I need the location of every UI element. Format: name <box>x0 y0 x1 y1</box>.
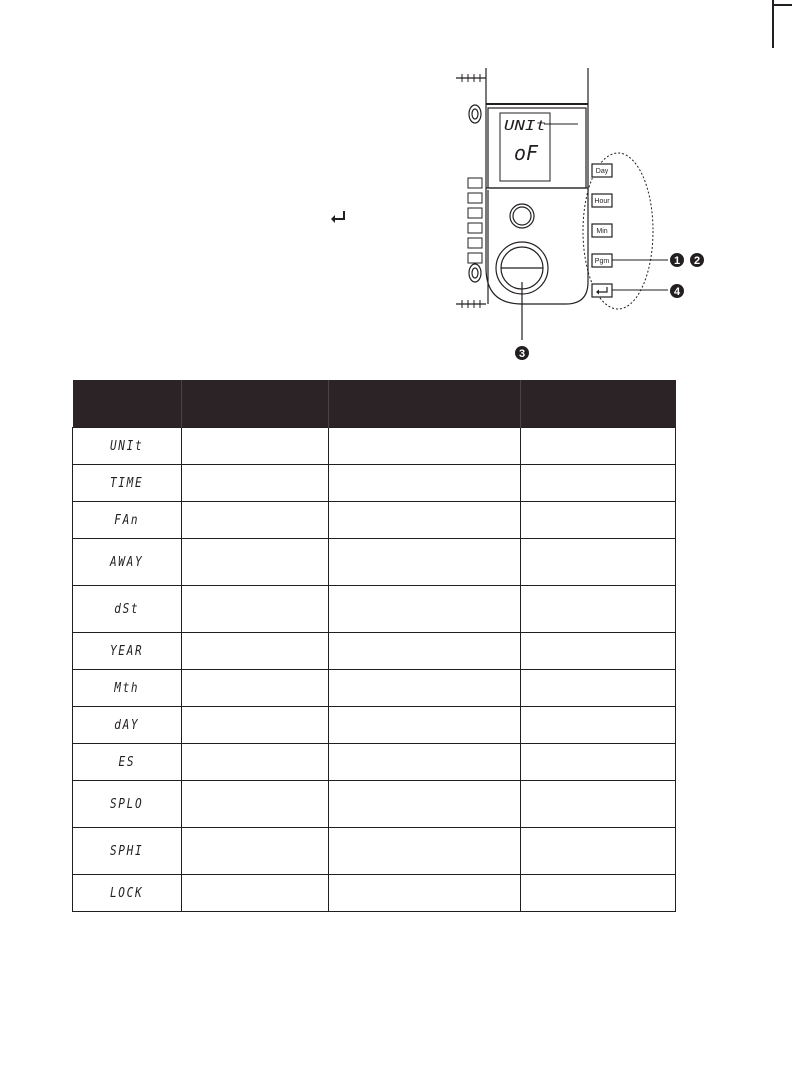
table-cell <box>329 707 521 744</box>
code-cell: LOCK <box>73 875 182 912</box>
round-button <box>510 204 534 228</box>
button-enter[interactable] <box>592 284 612 297</box>
svg-text:Pgm: Pgm <box>594 258 610 265</box>
table-cell <box>521 465 676 502</box>
table-cell <box>521 633 676 670</box>
table-cell <box>182 428 329 465</box>
table-cell <box>521 586 676 633</box>
table-cell <box>182 670 329 707</box>
table-cell <box>182 828 329 875</box>
table-cell <box>329 428 521 465</box>
table-row <box>73 707 676 744</box>
button-min[interactable] <box>592 224 612 237</box>
svg-text:Min: Min <box>596 228 608 235</box>
table-cell <box>182 586 329 633</box>
code-cell: Mth <box>73 670 182 707</box>
callout-badge-2 <box>690 253 704 267</box>
table-cell <box>182 744 329 781</box>
callout-badge-4 <box>670 284 684 298</box>
table-row <box>73 586 676 633</box>
svg-text:2: 2 <box>693 255 701 267</box>
code-cell: ES <box>73 744 182 781</box>
button-day[interactable] <box>592 164 612 177</box>
header-code <box>73 380 182 428</box>
svg-text:Hour: Hour <box>594 198 610 205</box>
code-cell: TIME <box>73 465 182 502</box>
svg-text:4: 4 <box>673 286 681 298</box>
table-cell <box>521 781 676 828</box>
code-cell: dAY <box>73 707 182 744</box>
code-cell: SPHI <box>73 828 182 875</box>
button-hour[interactable] <box>592 194 612 207</box>
table-row <box>73 502 676 539</box>
code-cell: UNIt <box>73 428 182 465</box>
table-row <box>73 875 676 912</box>
table-cell <box>182 707 329 744</box>
code-cell: YEAR <box>73 633 182 670</box>
table-row <box>73 744 676 781</box>
table-cell <box>521 539 676 586</box>
table-cell <box>329 875 521 912</box>
table-row <box>73 781 676 828</box>
header-col-2 <box>182 380 329 428</box>
table-cell <box>329 828 521 875</box>
thermostat-figure <box>448 68 728 368</box>
table-cell <box>182 539 329 586</box>
table-cell <box>521 502 676 539</box>
table-cell <box>329 586 521 633</box>
table-cell <box>329 633 521 670</box>
enter-arrow-icon <box>327 206 349 228</box>
dial-knob <box>496 242 548 340</box>
code-cell: dSt <box>73 586 182 633</box>
table-cell <box>521 428 676 465</box>
svg-text:1: 1 <box>673 255 681 267</box>
corner-crop-mark <box>772 4 792 6</box>
table-cell <box>329 670 521 707</box>
table-cell <box>182 502 329 539</box>
callout-badge-1 <box>670 253 684 267</box>
header-col-3 <box>329 380 521 428</box>
settings-table <box>72 380 676 912</box>
table-cell <box>521 875 676 912</box>
table-cell <box>182 875 329 912</box>
table-cell <box>329 744 521 781</box>
svg-text:3: 3 <box>518 348 526 360</box>
lcd-line-1: UNIt <box>504 119 547 134</box>
table-row <box>73 539 676 586</box>
table-row <box>73 670 676 707</box>
table-cell <box>329 539 521 586</box>
callout-badge-3 <box>515 346 529 360</box>
table-cell <box>521 744 676 781</box>
table-cell <box>182 465 329 502</box>
button-pgm[interactable] <box>592 254 612 267</box>
code-cell: FAn <box>73 502 182 539</box>
table-cell <box>182 781 329 828</box>
table-cell <box>329 465 521 502</box>
table-cell <box>521 707 676 744</box>
table-cell <box>329 502 521 539</box>
table-row <box>73 828 676 875</box>
table-row <box>73 428 676 465</box>
code-cell: SPLO <box>73 781 182 828</box>
svg-text:Day: Day <box>595 168 609 175</box>
corner-crop-mark-vertical <box>772 0 774 48</box>
header-col-4 <box>521 380 676 428</box>
table-cell <box>329 781 521 828</box>
table-row <box>73 465 676 502</box>
table-cell <box>521 828 676 875</box>
table-cell <box>521 670 676 707</box>
code-cell: AWAY <box>73 539 182 586</box>
table-header-row <box>73 380 676 428</box>
lcd-line-2: oF <box>514 141 539 165</box>
table-row <box>73 633 676 670</box>
table-cell <box>182 633 329 670</box>
